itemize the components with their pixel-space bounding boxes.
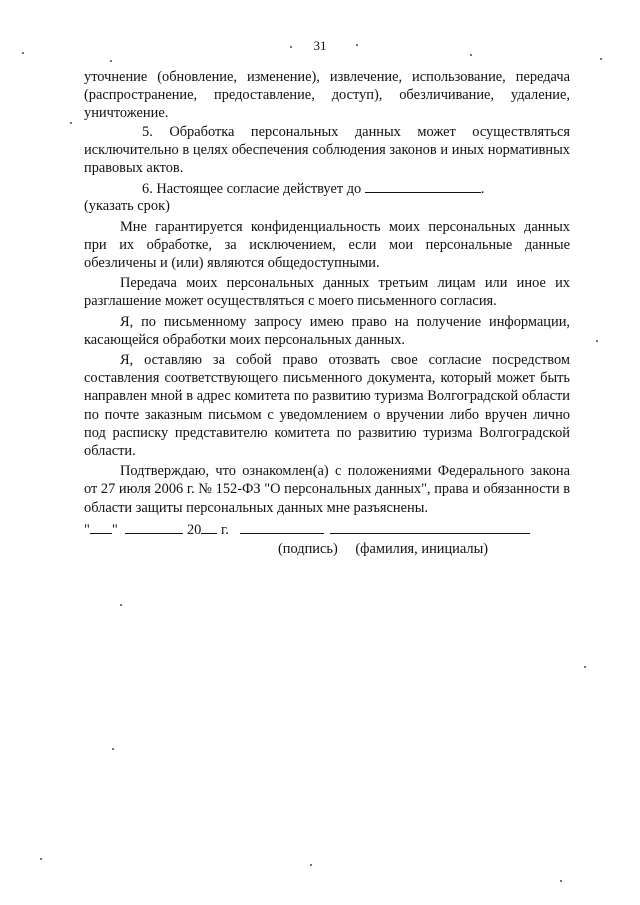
scan-speck bbox=[120, 604, 122, 606]
signature-block bbox=[84, 520, 554, 558]
year-suffix: г. bbox=[220, 522, 229, 538]
day-blank[interactable] bbox=[90, 520, 112, 534]
paragraph-confidentiality: Мне гарантируется конфиденциальность моих персональных данных при их обработке, за исключением, если мои персональные данные обезличены и (или) являются общедоступными. bbox=[84, 218, 570, 272]
consent-term-end: . bbox=[480, 181, 485, 198]
scan-speck bbox=[112, 748, 114, 750]
scan-speck bbox=[600, 58, 602, 60]
scan-speck bbox=[310, 864, 312, 866]
scan-speck bbox=[560, 880, 562, 882]
consent-term-blank[interactable] bbox=[365, 179, 481, 193]
scan-speck bbox=[356, 44, 358, 46]
scan-speck bbox=[290, 46, 292, 48]
scan-speck bbox=[110, 60, 112, 62]
consent-term-hint: (указать срок) bbox=[84, 198, 170, 215]
paragraph-consent-term bbox=[84, 179, 570, 198]
paragraph-consent-withdrawal: Я, оставляю за собой право отозвать свое согласие посредством составления соответствующего письменного документа, который может быть направлен мной в адрес комитета по развитию туризма Волгоградской области по почте заказным письмом с уведомлением о вручении либо вручен лично под расписку представителю комитета по развитию туризма Волгоградской области. bbox=[84, 352, 570, 460]
paragraph-processing-actions: уточнение (обновление, изменение), извлечение, использование, передача (распространение, предоставление, доступ), обезличивание, удаление, уничтожение. bbox=[84, 69, 570, 122]
consent-term-text: 6. Настоящее согласие действует до bbox=[142, 181, 362, 198]
date-open-quote: " bbox=[84, 522, 90, 538]
scan-speck bbox=[70, 122, 72, 124]
paragraph-confirmation: Подтверждаю, что ознакомлен(а) с положениями Федерального закона от 27 июля 2006 г. № 152-ФЗ "О персональных данных", права и обязанности в области защиты персональных данных мне разъяснены. bbox=[84, 463, 570, 516]
signature-label: (подпись) bbox=[278, 541, 338, 557]
document-body bbox=[84, 68, 570, 517]
scan-speck bbox=[596, 340, 598, 342]
name-label: (фамилия, инициалы) bbox=[355, 541, 489, 557]
year-prefix: 20 bbox=[186, 522, 202, 538]
signature-blank[interactable] bbox=[240, 520, 324, 534]
scan-speck bbox=[470, 54, 472, 56]
name-blank[interactable] bbox=[330, 520, 530, 534]
signature-labels bbox=[278, 540, 554, 558]
paragraph-third-party-transfer: Передача моих персональных данных третьим лицам или иное их разглашение может осуществляться с моего письменного согласия. bbox=[84, 275, 570, 310]
month-blank[interactable] bbox=[125, 520, 183, 534]
paragraph-information-request: Я, по письменному запросу имею право на получение информации, касающейся обработки моих персональных данных. bbox=[84, 313, 570, 348]
date-close-quote: " bbox=[111, 522, 118, 538]
scan-speck bbox=[22, 52, 24, 54]
scan-speck bbox=[584, 666, 586, 668]
page-number: 31 bbox=[313, 38, 327, 53]
paragraph-processing-purpose: 5. Обработка персональных данных может осуществляться исключительно в целях обеспечения соблюдения законов и иных нормативных правовых актов. bbox=[84, 123, 570, 177]
signature-row bbox=[84, 520, 554, 539]
year-blank[interactable] bbox=[201, 520, 217, 534]
scan-speck bbox=[40, 858, 42, 860]
